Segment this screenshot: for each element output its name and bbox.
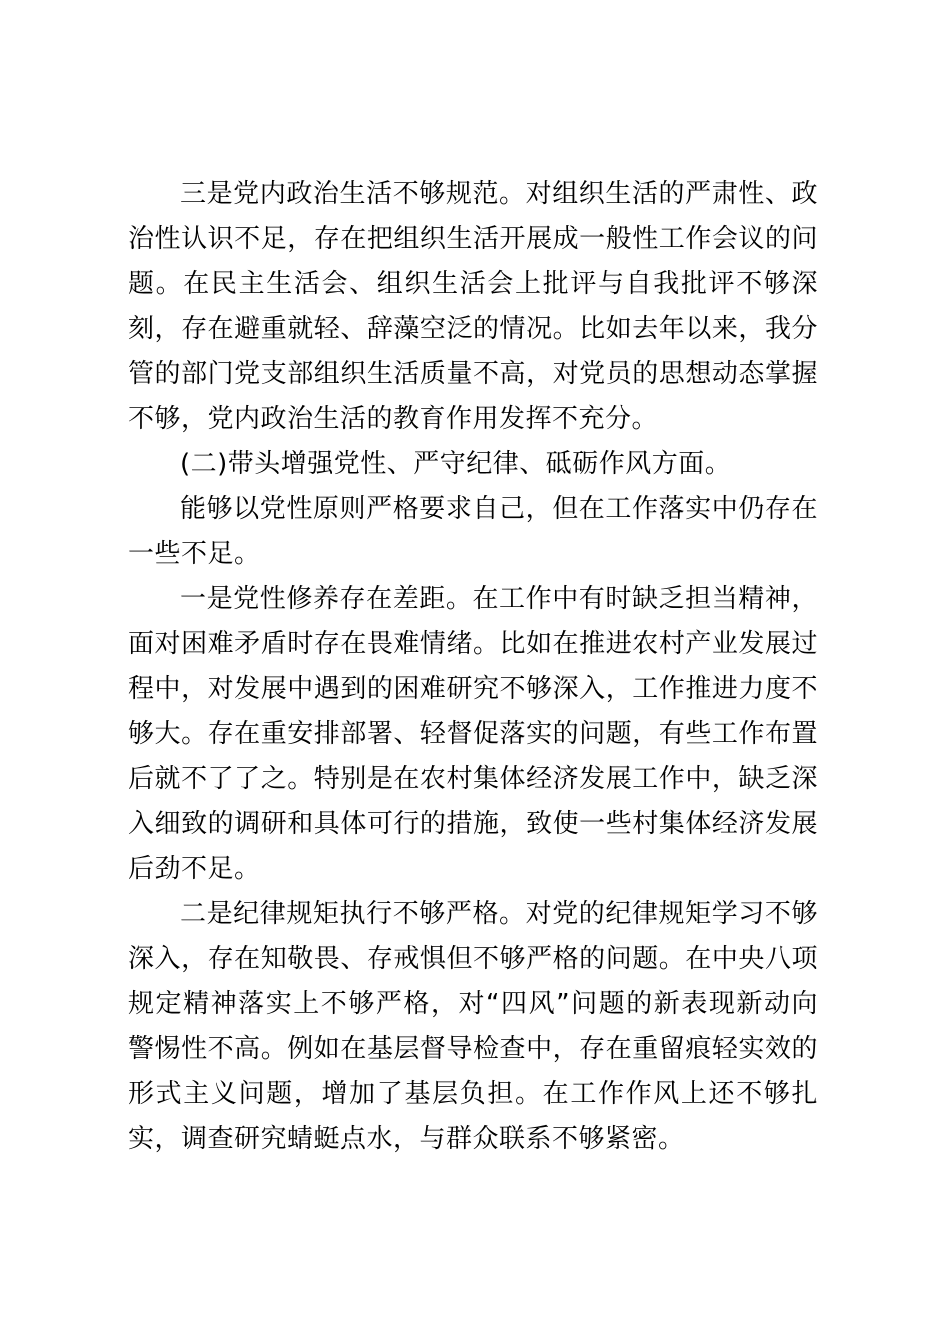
document-body bbox=[128, 172, 818, 1162]
paragraph-party-cultivation: 一是党性修养存在差距。在工作中有时缺乏担当精神，面对困难矛盾时存在畏难情绪。比如在推进农村产业发展过程中，对发展中遇到的困难研究不够深入，工作推进力度不够大。存在重安排部署、轻督促落实的问题，有些工作布置后就不了了之。特别是在农村集体经济发展工作中，缺乏深入细致的调研和具体可行的措施，致使一些村集体经济发展后劲不足。 bbox=[128, 584, 818, 884]
paragraph-discipline: 二是纪律规矩执行不够严格。对党的纪律规矩学习不够深入，存在知敬畏、存戒惧但不够严格的问题。在中央八项规定精神落实上不够严格，对“四风”问题的新表现新动向警惕性不高。例如在基层督导检查中，存在重留痕轻实效的形式主义问题，增加了基层负担。在工作作风上还不够扎实，调查研究蜻蜓点水，与群众联系不够紧密。 bbox=[128, 899, 818, 1154]
paragraph-intro: 能够以党性原则严格要求自己，但在工作落实中仍存在一些不足。 bbox=[128, 494, 818, 569]
paragraph-political-life: 三是党内政治生活不够规范。对组织生活的严肃性、政治性认识不足，存在把组织生活开展成一般性工作会议的问题。在民主生活会、组织生活会上批评与自我批评不够深刻，存在避重就轻、辞藻空泛的情况。比如去年以来，我分管的部门党支部组织生活质量不高，对党员的思想动态掌握不够，党内政治生活的教育作用发挥不充分。 bbox=[128, 179, 818, 434]
section-heading-party-spirit: (二)带头增强党性、严守纪律、砥砺作风方面。 bbox=[180, 449, 732, 479]
